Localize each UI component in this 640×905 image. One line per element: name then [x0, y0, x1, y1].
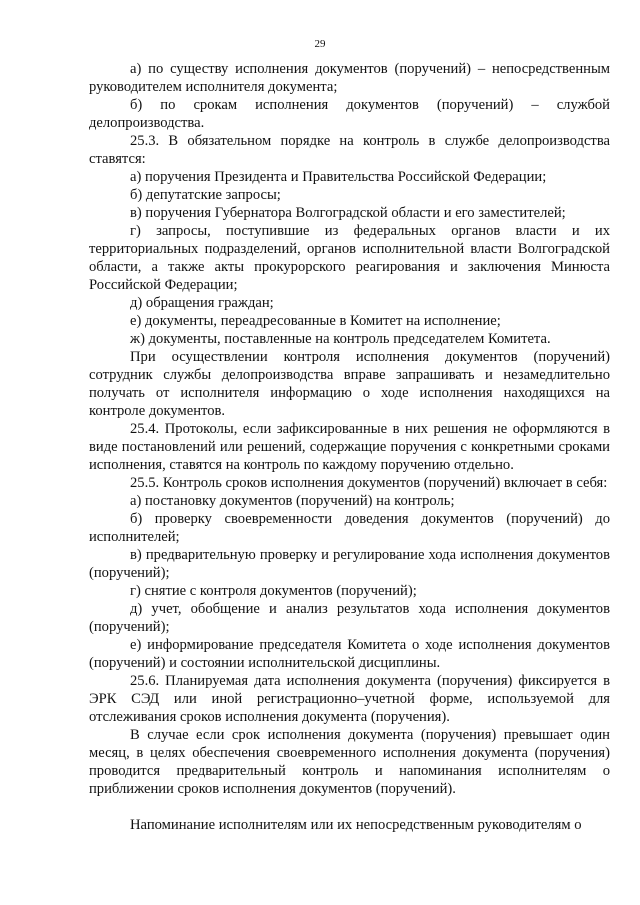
paragraph: ж) документы, поставленные на контроль председателем Комитета.	[130, 331, 551, 347]
paragraph: 25.3. В обязательном порядке на контроль в службе делопроизводства ставятся:	[89, 133, 610, 167]
paragraph: б) проверку своевременности доведения документов (поручений) до исполнителей;	[89, 511, 610, 545]
paragraph: г) запросы, поступившие из федеральных органов власти и их территориальных подразделений, органов исполнительной власти Волгоградской области, а также акты прокурорского реагирования и заключения Минюста Российской Федерации;	[89, 223, 610, 293]
paragraph: а) поручения Президента и Правительства Российской Федерации;	[130, 169, 547, 185]
paragraph: д) обращения граждан;	[130, 295, 274, 311]
paragraph: б) депутатские запросы;	[130, 187, 281, 203]
paragraph: в) поручения Губернатора Волгоградской области и его заместителей;	[130, 205, 566, 221]
paragraph: Напоминание исполнителям или их непосредственным руководителям о	[130, 817, 582, 833]
paragraph: б) по срокам исполнения документов (поручений) – службой делопроизводства.	[89, 97, 610, 131]
paragraph: 25.6. Планируемая дата исполнения документа (поручения) фиксируется в ЭРК СЭД или иной регистрационно–учетной форме, используемой для отслеживания сроков исполнения документа (поручения).	[89, 673, 610, 725]
paragraph: а) по существу исполнения документов (поручений) – непосредственным руководителем исполнителя документа;	[89, 61, 610, 95]
paragraph: 25.5. Контроль сроков исполнения документов (поручений) включает в себя:	[130, 475, 608, 491]
paragraph: е) документы, переадресованные в Комитет на исполнение;	[130, 313, 501, 329]
paragraph: е) информирование председателя Комитета о ходе исполнения документов (поручений) и состоянии исполнительской дисциплины.	[89, 637, 610, 671]
paragraph: При осуществлении контроля исполнения документов (поручений) сотрудник службы делопроизводства вправе запрашивать и незамедлительно получать от исполнителя информацию о ходе исполнения находящихся на контроле документов.	[89, 349, 610, 419]
paragraph: в) предварительную проверку и регулирование хода исполнения документов (поручений);	[89, 547, 610, 581]
document-body	[89, 60, 610, 834]
paragraph: г) снятие с контроля документов (поручений);	[130, 583, 417, 599]
paragraph: д) учет, обобщение и анализ результатов хода исполнения документов (поручений);	[89, 601, 610, 635]
page-number: 29	[314, 38, 326, 50]
paragraph: 25.4. Протоколы, если зафиксированные в них решения не оформляются в виде постановлений или решений, содержащие поручения с конкретными сроками исполнения, ставятся на контроль по каждому поручению отдельно.	[89, 421, 610, 473]
paragraph: а) постановку документов (поручений) на контроль;	[130, 493, 455, 509]
paragraph: В случае если срок исполнения документа (поручения) превышает один месяц, в целях обеспечения своевременного исполнения документа (поручения) проводится предварительный контроль и напоминания исполнителям о приближении сроков исполнения документов (поручений).	[89, 727, 610, 797]
